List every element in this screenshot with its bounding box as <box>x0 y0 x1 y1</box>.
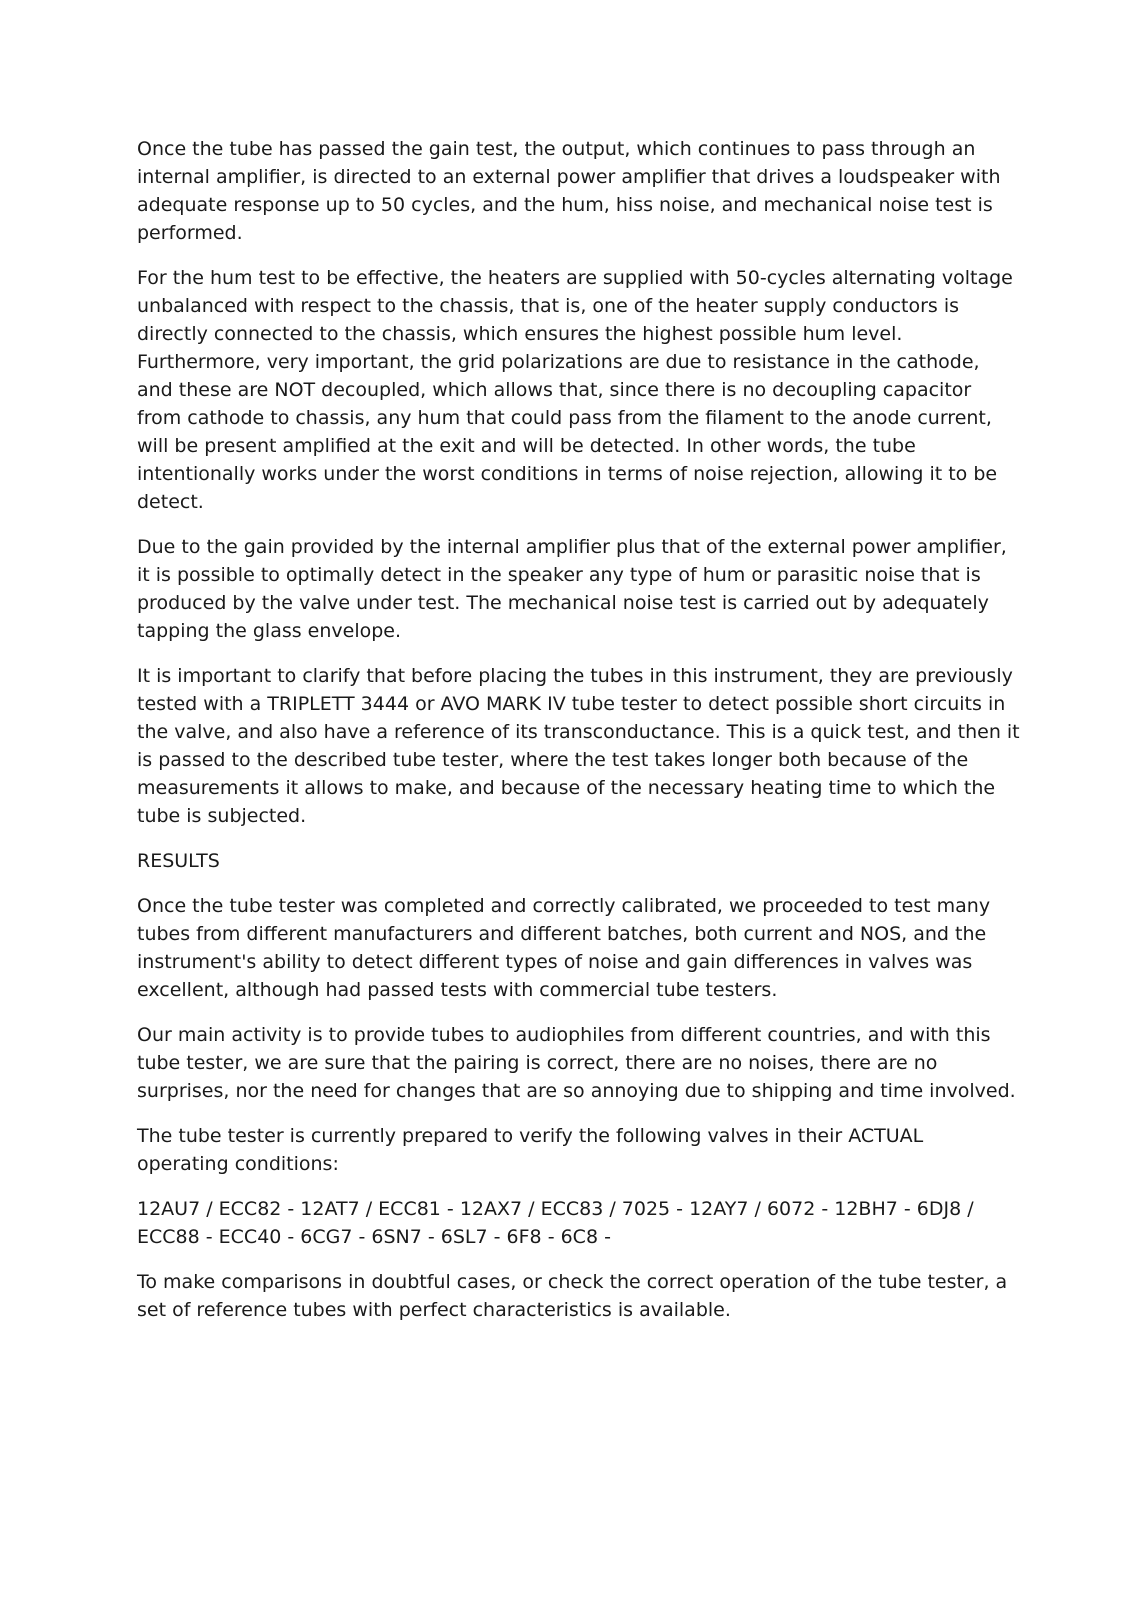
text-line: intentionally works under the worst conditions in terms of noise rejection, allowing it to be <box>137 463 998 485</box>
text-line: Due to the gain provided by the internal amplifier plus that of the external power amplifier, <box>137 536 1007 558</box>
text-line: set of reference tubes with perfect characteristics is available. <box>137 1299 731 1321</box>
text-line: Furthermore, very important, the grid polarizations are due to resistance in the cathode, <box>137 351 980 373</box>
text-line: For the hum test to be effective, the heaters are supplied with 50-cycles alternating voltage <box>137 267 1013 289</box>
text-line: Once the tube tester was completed and correctly calibrated, we proceeded to test many <box>137 895 991 917</box>
text-line: excellent, although had passed tests with commercial tube testers. <box>137 979 778 1001</box>
text-line: tube tester, we are sure that the pairing is correct, there are no noises, there are no <box>137 1052 938 1074</box>
paragraph-hum-test <box>137 264 1013 516</box>
text-line: it is possible to optimally detect in the speaker any type of hum or parasitic noise that is <box>137 564 981 586</box>
text-line: It is important to clarify that before placing the tubes in this instrument, they are previously <box>137 665 1013 687</box>
paragraph-gain-detection <box>137 533 1007 645</box>
text-line: tapping the glass envelope. <box>137 620 402 642</box>
text-line: and these are NOT decoupled, which allows that, since there is no decoupling capacitor <box>137 379 972 401</box>
text-line: tube is subjected. <box>137 805 307 827</box>
text-line: measurements it allows to make, and because of the necessary heating time to which the <box>137 777 996 799</box>
text-line: produced by the valve under test. The mechanical noise test is carried out by adequately <box>137 592 989 614</box>
valve-list <box>137 1195 1002 1251</box>
text-line: Once the tube has passed the gain test, the output, which continues to pass through an <box>137 138 976 160</box>
text-line: tested with a TRIPLETT 3444 or AVO MARK IV tube tester to detect possible short circuits in <box>137 693 1006 715</box>
text-line: The tube tester is currently prepared to verify the following valves in their ACTUAL <box>137 1125 924 1147</box>
text-line: internal amplifier, is directed to an external power amplifier that drives a loudspeaker with <box>137 166 1001 188</box>
text-line: directly connected to the chassis, which ensures the highest possible hum level. <box>137 323 903 345</box>
text-line: performed. <box>137 222 243 244</box>
text-line: adequate response up to 50 cycles, and the hum, hiss noise, and mechanical noise test is <box>137 194 993 216</box>
text-line: from cathode to chassis, any hum that could pass from the filament to the anode current, <box>137 407 992 429</box>
text-line: will be present amplified at the exit and will be detected. In other words, the tube <box>137 435 916 457</box>
text-line: To make comparisons in doubtful cases, or check the correct operation of the tube tester, a <box>137 1271 1008 1293</box>
text-line: detect. <box>137 491 204 513</box>
text-line: Our main activity is to provide tubes to audiophiles from different countries, and with this <box>137 1024 991 1046</box>
results-heading <box>137 847 1002 875</box>
text-line: is passed to the described tube tester, where the test takes longer both because of the <box>137 749 969 771</box>
text-line: operating conditions: <box>137 1153 339 1175</box>
text-line: unbalanced with respect to the chassis, that is, one of the heater supply conductors is <box>137 295 960 317</box>
text-line: tubes from different manufacturers and different batches, both current and NOS, and the <box>137 923 987 945</box>
text-line: 12AU7 / ECC82 - 12AT7 / ECC81 - 12AX7 / ECC83 / 7025 - 12AY7 / 6072 - 12BH7 - 6DJ8 / <box>137 1198 974 1220</box>
paragraph-gain-test <box>137 135 1002 247</box>
text-line: instrument's ability to detect different types of noise and gain differences in valves was <box>137 951 973 973</box>
text-line: the valve, and also have a reference of its transconductance. This is a quick test, and then it <box>137 721 1020 743</box>
paragraph-reference-tubes <box>137 1268 1008 1324</box>
paragraph-results <box>137 892 1002 1004</box>
text-line: ECC88 - ECC40 - 6CG7 - 6SN7 - 6SL7 - 6F8 - 6C8 - <box>137 1226 611 1248</box>
document-body <box>137 135 1020 1341</box>
paragraph-main-activity <box>137 1021 1016 1105</box>
text-line: RESULTS <box>137 850 220 872</box>
text-line: surprises, nor the need for changes that are so annoying due to shipping and time involved. <box>137 1080 1016 1102</box>
paragraph-pretesting <box>137 662 1020 830</box>
paragraph-prepared-valves <box>137 1122 1002 1178</box>
